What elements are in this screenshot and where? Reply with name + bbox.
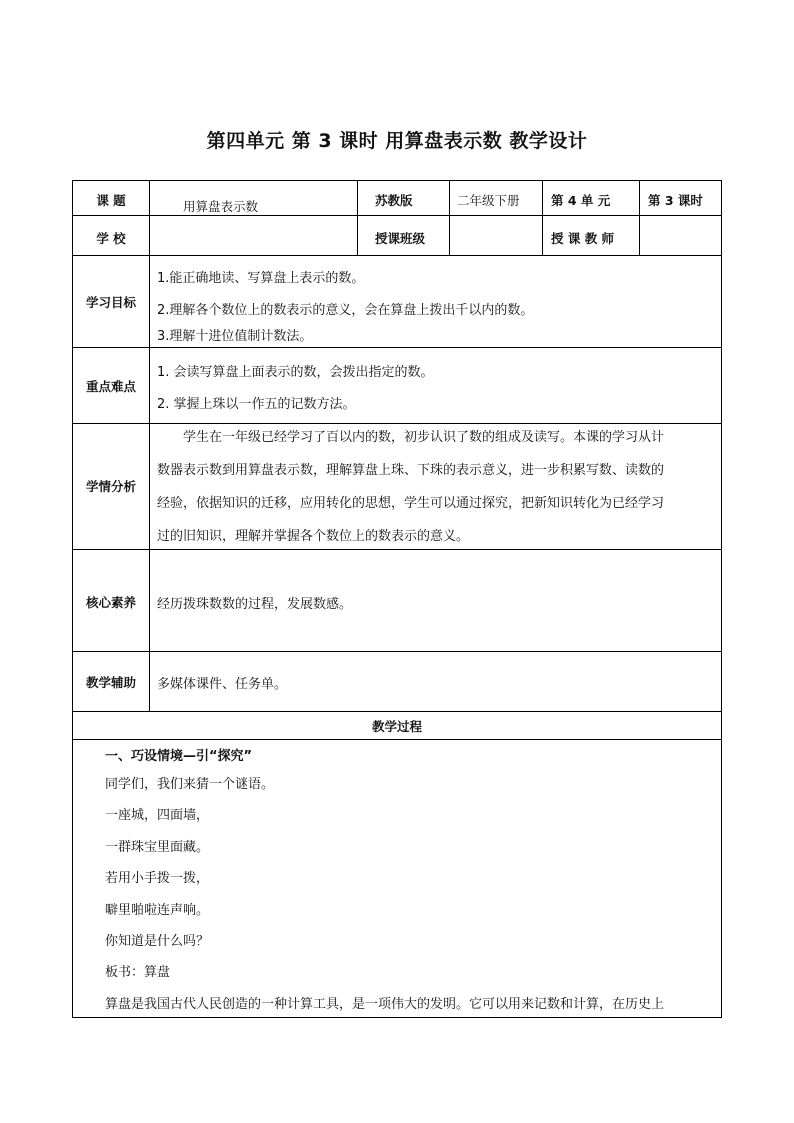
objectives-label: 学习目标 (85, 295, 136, 310)
process-line: 若用小手拨一拨， (105, 871, 210, 887)
unit: 第 4 单 元 (551, 193, 611, 208)
analysis-line: 数器表示数到用算盘表示数，理解算盘上珠、下珠的表示意义，进一步积累写数、读数的 (157, 463, 665, 478)
key-point-item: 1. 会读写算盘上面表示的数，会拨出指定的数。 (157, 365, 434, 380)
page-title: 第四单元 第 3 课时 用算盘表示数 教学设计 (206, 130, 588, 152)
process-line: 噼里啪啦连声响。 (105, 902, 210, 918)
objective-item: 2.理解各个数位上的数表示的意义，会在算盘上拨出千以内的数。 (157, 303, 534, 318)
process-line: 同学们，我们来猜一个谜语。 (105, 777, 275, 792)
class-label: 授课班级 (375, 231, 426, 246)
analysis-line: 过的旧知识，理解并掌握各个数位上的数表示的意义。 (157, 529, 470, 544)
process-body (105, 769, 664, 1020)
process-line: 算盘是我国古代人民创造的一种计算工具，是一项伟大的发明。它可以用来记数和计算，在历史上 (105, 996, 665, 1012)
process-line: 你知道是什么吗？ (105, 934, 210, 950)
aids-label: 教学辅助 (85, 675, 136, 690)
process-line: 板书：算盘 (105, 965, 171, 981)
objective-item: 1.能正确地读、写算盘上表示的数。 (157, 271, 365, 286)
process-section-title: 一、巧设情境—引“探究” (105, 749, 253, 764)
publisher: 苏教版 (375, 193, 413, 208)
process-line: 一群珠宝里面藏。 (105, 839, 210, 855)
process-line: 一座城，四面墙， (105, 808, 210, 824)
process-heading: 教学过程 (371, 719, 422, 734)
analysis-paragraph (157, 421, 664, 553)
analysis-line: 经验，依据知识的迁移，应用转化的思想，学生可以通过探究，把新知识转化为已经学习 (157, 496, 665, 511)
aids-text: 多媒体课件、任务单。 (157, 677, 288, 692)
key-point-item: 2. 掌握上珠以一作五的记数方法。 (157, 397, 356, 412)
analysis-line: 学生在一年级已经学习了百以内的数，初步认识了数的组成及读写。本课的学习从计 (183, 430, 665, 445)
teacher-label: 授 课 教 师 (551, 231, 615, 246)
literacy-text: 经历拨珠数数的过程，发展数感。 (157, 597, 353, 612)
objective-item: 3.理解十进位值制计数法。 (157, 329, 313, 344)
topic-value: 用算盘表示数 (183, 199, 259, 214)
key-points-label: 重点难点 (85, 379, 136, 394)
topic-label: 课 题 (96, 193, 126, 208)
school-label: 学 校 (96, 231, 126, 246)
literacy-label: 核心素养 (85, 595, 136, 610)
lesson: 第 3 课时 (648, 193, 703, 208)
grade: 二年级下册 (457, 193, 520, 208)
lesson-plan-table (72, 180, 722, 1018)
analysis-label: 学情分析 (85, 479, 136, 494)
